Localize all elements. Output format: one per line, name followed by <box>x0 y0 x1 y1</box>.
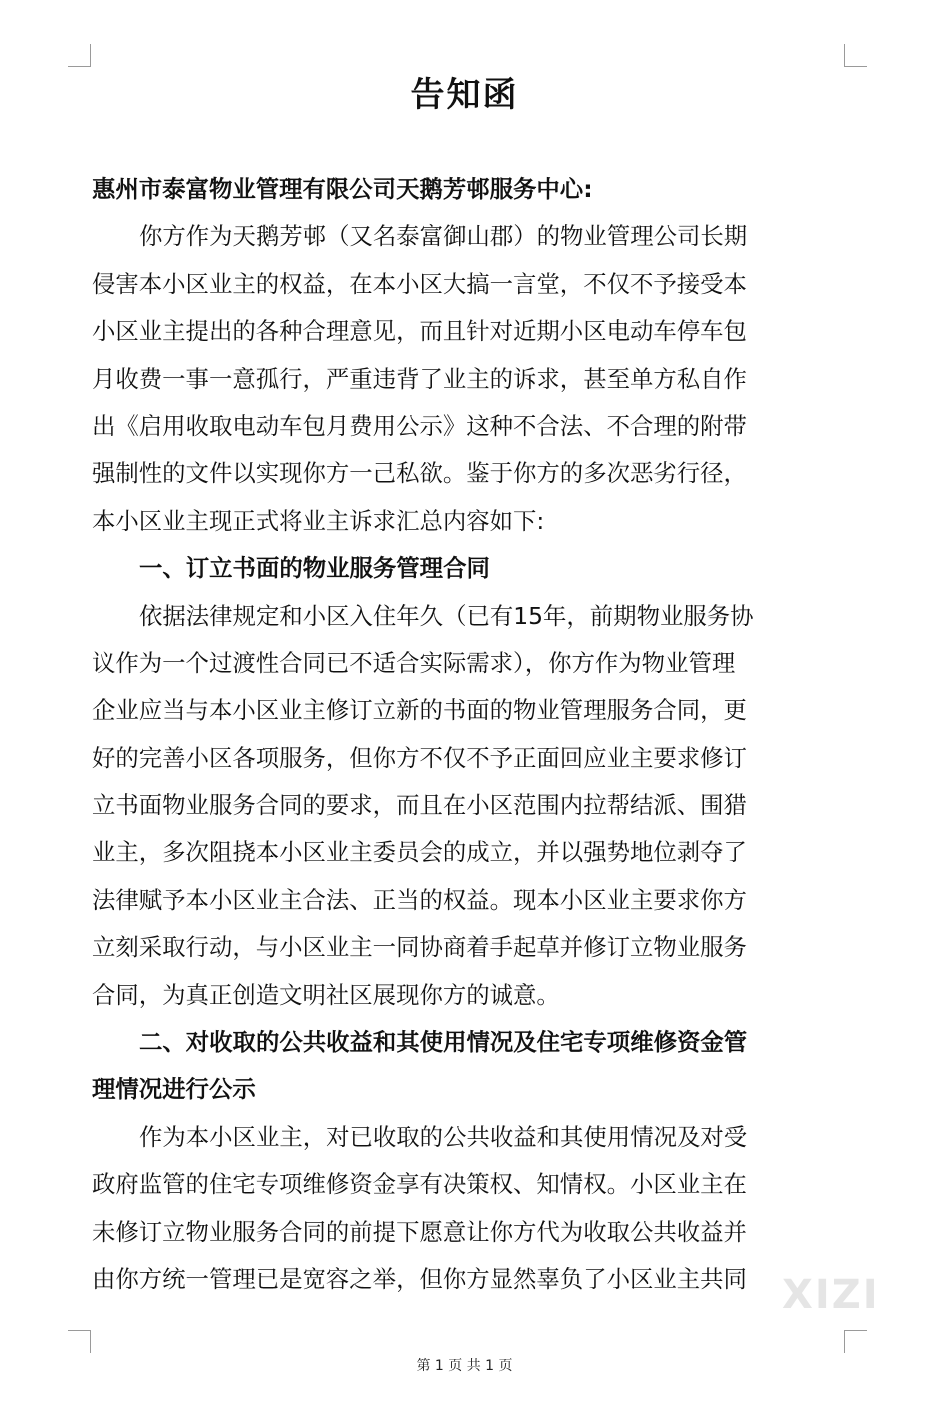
crop-mark-bottom-right <box>844 1330 867 1353</box>
body-line: 侵害本小区业主的权益，在本小区大搞一言堂，不仅不予接受本 <box>92 269 747 298</box>
body-line: 立刻采取行动，与小区业主一同协商着手起草并修订立物业服务 <box>92 933 747 962</box>
body-line: 法律赋予本小区业主合法、正当的权益。现本小区业主要求你方 <box>92 885 747 914</box>
body-line: 小区业主提出的各种合理意见，而且针对近期小区电动车停车包 <box>92 317 747 346</box>
watermark-logo: XIZI <box>782 1272 880 1318</box>
body-line: 你方作为天鹅芳邨（又名泰富御山郡）的物业管理公司长期 <box>139 222 748 251</box>
page-number-footer: 第 1 页 共 1 页 <box>416 1358 513 1374</box>
body-line: 政府监管的住宅专项维修资金享有决策权、知情权。小区业主在 <box>92 1170 747 1199</box>
body-line: 出《启用收取电动车包月费用公示》这种不合法、不合理的附带 <box>92 411 747 440</box>
body-line: 合同，为真正创造文明社区展现你方的诚意。 <box>92 980 560 1009</box>
body-line: 由你方统一管理已是宽容之举，但你方显然辜负了小区业主共同 <box>92 1264 747 1293</box>
addressee: 惠州市泰富物业管理有限公司天鹅芳邨服务中心: <box>92 175 593 203</box>
body-line: 本小区业主现正式将业主诉求汇总内容如下: <box>92 506 545 535</box>
section-heading-2-cont: 理情况进行公示 <box>92 1075 256 1104</box>
crop-mark-top-right <box>844 44 867 67</box>
body-line: 立书面物业服务合同的要求，而且在小区范围内拉帮结派、围猎 <box>92 791 747 820</box>
body-line: 好的完善小区各项服务，但你方不仅不予正面回应业主要求修订 <box>92 743 747 772</box>
body-line: 议作为一个过渡性合同已不适合实际需求），你方作为物业管理 <box>92 648 736 677</box>
body-line: 企业应当与本小区业主修订立新的书面的物业管理服务合同，更 <box>92 696 747 725</box>
document-title: 告知函 <box>410 75 519 115</box>
body-line: 月收费一事一意孤行，严重违背了业主的诉求，甚至单方私自作 <box>92 364 747 393</box>
document-body <box>92 166 840 1303</box>
body-line: 业主，多次阻挠本小区业主委员会的成立，并以强势地位剥夺了 <box>92 838 747 867</box>
body-line: 强制性的文件以实现你方一己私欲。鉴于你方的多次恶劣行径， <box>92 459 747 488</box>
section-heading-2: 二、对收取的公共收益和其使用情况及住宅专项维修资金管 <box>139 1028 748 1057</box>
body-line: 作为本小区业主，对已收取的公共收益和其使用情况及对受 <box>139 1122 748 1151</box>
section-heading-1: 一、订立书面的物业服务管理合同 <box>139 554 490 583</box>
crop-mark-top-left <box>68 44 91 67</box>
body-line: 依据法律规定和小区入住年久（已有15年，前期物业服务协 <box>139 601 754 630</box>
body-line: 未修订立物业服务合同的前提下愿意让你方代为收取公共收益并 <box>92 1217 747 1246</box>
crop-mark-bottom-left <box>68 1330 91 1353</box>
